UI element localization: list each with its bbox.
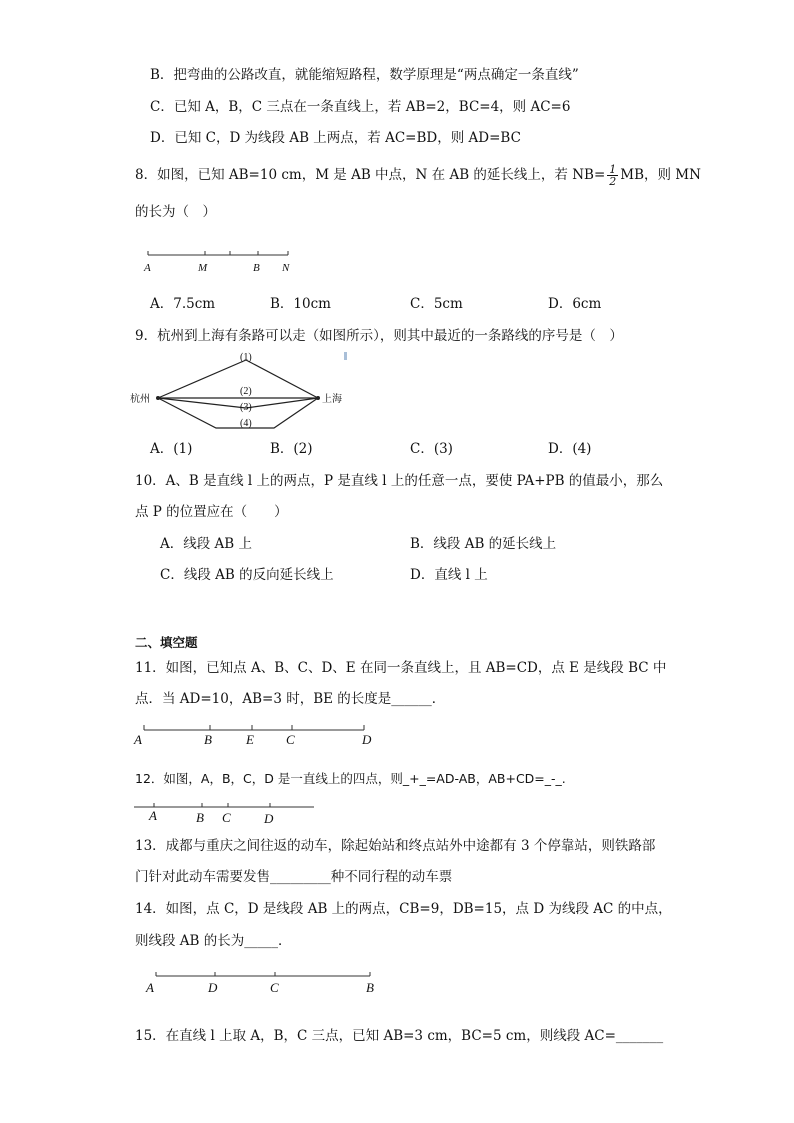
q8-segment-figure — [140, 245, 300, 277]
q12-label-b: B — [196, 810, 204, 825]
q8-label-a: A — [144, 262, 151, 274]
q11-label-e: E — [246, 732, 254, 747]
q11-stem-continued: 点．当 AD=10，AB=3 时，BE 的长度是______． — [135, 691, 446, 707]
q12-stem: 12．如图，A，B，C，D 是一直线上的四点，则_+_=AD-AB，AB+CD=_-_. — [135, 771, 566, 786]
q14-segment-figure — [140, 968, 380, 996]
q10-option-d: D．直线 l 上 — [410, 567, 488, 583]
q8-stem-part-a: 8．如图，已知 AB=10 cm，M 是 AB 中点，N 在 AB 的延长线上，若 NB= — [135, 167, 606, 183]
q14-label-a: A — [146, 980, 154, 995]
q8-label-n: N — [282, 262, 290, 274]
q8-option-d: D．6cm — [548, 296, 602, 312]
q11-label-d: D — [362, 732, 372, 747]
q14-label-b: B — [366, 980, 374, 995]
q12-label-a: A — [149, 808, 157, 823]
q8-stem — [135, 162, 701, 188]
q9-option-d: D．(4) — [548, 441, 592, 457]
q10-stem-continued: 点 P 的位置应在（ ） — [135, 504, 288, 520]
q8-label-m: M — [198, 262, 208, 274]
q8-option-c: C．5cm — [410, 296, 463, 312]
q10-option-b: B．线段 AB 的延长线上 — [410, 536, 557, 552]
q8-label-b: B — [253, 262, 260, 274]
q12-segment-figure — [130, 800, 320, 826]
q9-option-c: C．(3) — [410, 441, 453, 457]
q9-end-point — [316, 396, 320, 400]
q7-option-b: B．把弯曲的公路改直，就能缩短路程，数学原理是“两点确定一条直线” — [150, 67, 579, 83]
q8-fraction-denominator: 2 — [609, 175, 617, 188]
q10-stem: 10．A、B 是直线 l 上的两点，P 是直线 l 上的任意一点，要使 PA+PB 的值最小，那么 — [135, 473, 664, 489]
q7-option-d: D．已知 C，D 为线段 AB 上两点，若 AC=BD，则 AD=BC — [150, 130, 521, 146]
q14-label-c: C — [270, 980, 279, 995]
q12-label-c: C — [222, 810, 231, 825]
q9-route-label-3: (3) — [240, 402, 252, 413]
q14-stem: 14．如图，点 C，D 是线段 AB 上的两点，CB=9，DB=15，点 D 为线段 AC 的中点， — [135, 901, 672, 917]
q11-stem: 11．如图，已知点 A、B、C、D、E 在同一条直线上，且 AB=CD，点 E 是线段 BC 中 — [135, 660, 667, 676]
q9-start-label: 杭州 — [130, 394, 150, 405]
q9-end-label: 上海 — [322, 394, 342, 405]
q11-label-a: A — [134, 732, 142, 747]
q9-stem: 9．杭州到上海有条路可以走（如图所示），则其中最近的一条路线的序号是（ ） — [135, 328, 623, 344]
q14-label-d: D — [208, 980, 218, 995]
q13-stem-continued: 门针对此动车需要发售_________种不同行程的动车票 — [135, 869, 453, 885]
q11-segment-figure — [130, 720, 382, 748]
q9-route-4 — [158, 398, 318, 428]
q9-route-1 — [158, 360, 318, 398]
q9-cursor-mark — [344, 352, 347, 360]
q10-option-a: A．线段 AB 上 — [160, 536, 253, 552]
q9-option-b: B．(2) — [270, 441, 313, 457]
q13-stem: 13．成都与重庆之间往返的动车，除起始站和终点站外中途都有 3 个停靠站，则铁路部 — [135, 838, 656, 854]
q9-route-label-2: (2) — [240, 386, 252, 397]
q11-label-b: B — [204, 732, 212, 747]
q14-stem-continued: 则线段 AB 的长为_____． — [135, 933, 292, 949]
q9-route-3 — [158, 398, 318, 408]
q8-option-a: A．7.5cm — [150, 296, 216, 312]
q8-option-b: B．10cm — [270, 296, 331, 312]
q9-start-point — [156, 396, 160, 400]
q8-fraction-numerator: 1 — [609, 163, 617, 176]
q8-stem-part-b: MB，则 MN — [620, 167, 701, 183]
q7-option-c: C．已知 A，B，C 三点在一条直线上，若 AB=2，BC=4，则 AC=6 — [150, 99, 571, 115]
q15-stem: 15．在直线 l 上取 A，B，C 三点，已知 AB=3 cm，BC=5 cm，则线段 AC=_______ — [135, 1028, 664, 1044]
section-heading-fill-in: 二、填空题 — [135, 635, 198, 650]
q9-route-label-1: (1) — [240, 352, 252, 363]
q8-fraction — [607, 164, 618, 187]
q11-label-c: C — [286, 732, 295, 747]
q8-stem-continued: 的长为（ ） — [135, 204, 216, 220]
q9-option-a: A．(1) — [150, 441, 193, 457]
q10-option-c: C．线段 AB 的反向延长线上 — [160, 567, 334, 583]
q12-label-d: D — [264, 811, 274, 826]
q9-routes-figure — [128, 348, 358, 434]
q9-route-label-4: (4) — [240, 418, 252, 429]
